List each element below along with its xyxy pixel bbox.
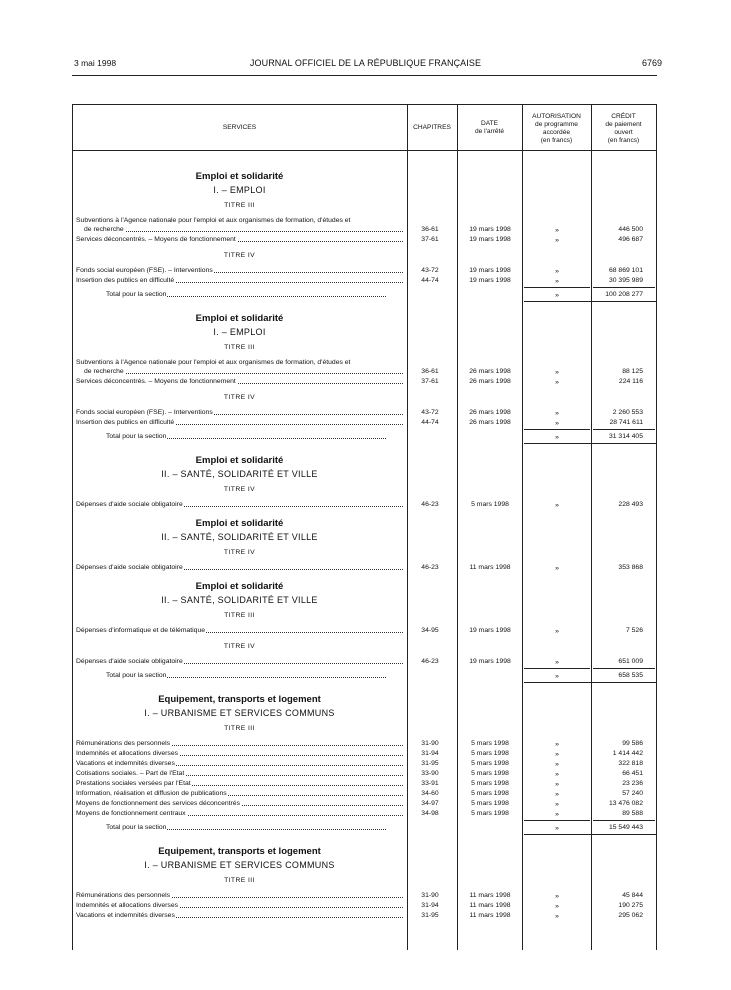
total-label-text: Total pour la section	[106, 291, 167, 298]
row-label-text: Vacations et indemnités diverses	[76, 760, 175, 767]
total-bottom-rule	[524, 834, 656, 835]
row-date: 19 mars 1998	[469, 658, 511, 665]
row-credit: 45 844	[622, 892, 643, 899]
row-credit: 99 586	[622, 740, 643, 747]
col-header-credit-line2: de paiement	[605, 121, 642, 128]
row-credit: 88 125	[622, 368, 643, 375]
row-chapitre: 31-95	[421, 760, 439, 767]
section-ministry-title: Emploi et solidarité	[195, 313, 284, 324]
section-ministry-title: Emploi et solidarité	[195, 581, 284, 592]
row-date: 26 mars 1998	[469, 378, 511, 385]
row-label-text: Rémunérations des personnels	[76, 740, 171, 747]
total-bottom-rule	[524, 443, 656, 444]
row-credit: 651 009	[618, 658, 643, 665]
section-subtitle: I. – URBANISME ET SERVICES COMMUNS	[144, 860, 335, 870]
row-credit: 190 275	[618, 902, 643, 909]
row-date: 19 mars 1998	[469, 627, 511, 634]
col-header-credit-line1: CRÉDIT	[611, 113, 636, 120]
row-label	[76, 901, 403, 910]
row-chapitre: 44-74	[421, 419, 439, 426]
col-header-credit-line4: (en francs)	[607, 137, 640, 144]
row-label	[76, 809, 403, 818]
total-autorisation: »	[555, 292, 559, 299]
row-autorisation: »	[555, 502, 559, 509]
row-label	[76, 739, 403, 748]
row-date: 5 mars 1998	[471, 790, 509, 797]
row-autorisation: »	[555, 893, 559, 900]
titre-heading: TITRE IV	[223, 486, 256, 493]
total-credit: 31 314 405	[608, 433, 643, 440]
row-label	[76, 769, 403, 778]
row-label	[76, 779, 403, 788]
row-credit: 1 414 442	[612, 750, 643, 757]
row-autorisation: »	[555, 771, 559, 778]
row-label	[76, 235, 403, 244]
row-label	[76, 418, 403, 427]
row-credit: 446 500	[618, 226, 643, 233]
header-rule	[72, 75, 657, 76]
row-chapitre: 37-61	[421, 378, 439, 385]
row-label-text: Insertion des publics en difficulté	[76, 277, 175, 284]
titre-heading: TITRE IV	[223, 252, 256, 259]
titre-heading: TITRE III	[224, 725, 255, 732]
col-header-credit-line3: ouvert	[614, 129, 633, 136]
section-ministry-title: Equipement, transports et logement	[158, 846, 321, 857]
header-date: 3 mai 1998	[74, 58, 117, 68]
col-header-services: SERVICES	[222, 124, 257, 131]
table-header-bottom-rule	[72, 150, 657, 151]
total-label-text: Total pour la section	[106, 672, 167, 679]
total-label	[106, 290, 386, 299]
row-chapitre: 31-94	[421, 750, 439, 757]
row-credit: 496 687	[618, 236, 643, 243]
titre-heading: TITRE III	[224, 202, 255, 209]
row-date: 5 mars 1998	[471, 800, 509, 807]
section-ministry-title: Emploi et solidarité	[195, 455, 284, 466]
row-chapitre: 31-90	[421, 892, 439, 899]
row-label	[76, 911, 403, 920]
row-credit: 68 869 101	[608, 267, 643, 274]
row-label	[76, 799, 403, 808]
row-autorisation: »	[555, 801, 559, 808]
row-credit: 30 395 989	[608, 277, 643, 284]
row-autorisation: »	[555, 781, 559, 788]
col-header-date	[457, 120, 522, 136]
row-chapitre: 44-74	[421, 277, 439, 284]
row-label	[76, 500, 403, 509]
row-label-line1: Subventions à l'Agence nationale pour l'emploi et aux organismes de formation, d'études et	[76, 217, 351, 224]
total-bottom-rule	[524, 682, 656, 683]
row-autorisation: »	[555, 268, 559, 275]
row-autorisation: »	[555, 565, 559, 572]
col-header-credit	[591, 113, 656, 145]
row-chapitre: 46-23	[421, 658, 439, 665]
row-label	[76, 759, 403, 768]
col-divider-chapitres	[457, 104, 458, 950]
row-autorisation: »	[555, 278, 559, 285]
leader-dots	[84, 372, 403, 374]
row-date: 19 mars 1998	[469, 236, 511, 243]
row-label	[76, 749, 403, 758]
row-label-text: Rémunérations des personnels	[76, 892, 171, 899]
row-chapitre: 31-94	[421, 902, 439, 909]
row-credit: 7 526	[625, 627, 643, 634]
col-header-chapitres: CHAPITRES	[413, 124, 451, 131]
row-credit: 57 240	[622, 790, 643, 797]
total-label	[106, 432, 386, 441]
row-chapitre: 31-95	[421, 912, 439, 919]
row-autorisation: »	[555, 237, 559, 244]
row-label-text: Dépenses d'aide sociale obligatoire	[76, 564, 183, 571]
row-label-text: Insertion des publics en difficulté	[76, 419, 175, 426]
section-subtitle: II. – SANTÉ, SOLIDARITÉ ET VILLE	[161, 469, 318, 479]
row-chapitre: 33-90	[421, 770, 439, 777]
titre-heading: TITRE III	[224, 612, 255, 619]
row-label-text: Dépenses d'informatique et de télématique	[76, 627, 206, 634]
row-credit: 228 493	[618, 501, 643, 508]
table-top-rule	[72, 104, 657, 105]
row-date: 19 mars 1998	[469, 267, 511, 274]
header-title: JOURNAL OFFICIEL DE LA RÉPUBLIQUE FRANÇAISE	[249, 58, 482, 68]
row-label-text: Fonds social européen (FSE). – Interventions	[76, 409, 213, 416]
titre-heading: TITRE IV	[223, 643, 256, 650]
row-label-text: Services déconcentrés. – Moyens de fonctionnement	[76, 236, 236, 243]
row-chapitre: 34-97	[421, 800, 439, 807]
row-label-text: Services déconcentrés. – Moyens de fonctionnement	[76, 378, 236, 385]
row-date: 5 mars 1998	[471, 770, 509, 777]
row-label-text: Dépenses d'aide sociale obligatoire	[76, 658, 183, 665]
table-right-border	[656, 104, 657, 950]
row-label-text: Prestations sociales versées par l'Etat	[76, 780, 191, 787]
row-autorisation: »	[555, 379, 559, 386]
row-credit: 23 236	[622, 780, 643, 787]
row-label-text: Indemnités et allocations diverses	[76, 902, 179, 909]
row-date: 5 mars 1998	[471, 740, 509, 747]
row-date: 26 mars 1998	[469, 368, 511, 375]
total-label-text: Total pour la section	[106, 824, 167, 831]
total-autorisation: »	[555, 825, 559, 832]
row-chapitre: 36-61	[421, 226, 439, 233]
row-autorisation: »	[555, 410, 559, 417]
row-autorisation: »	[555, 227, 559, 234]
row-chapitre: 36-61	[421, 368, 439, 375]
total-label-text: Total pour la section	[106, 433, 167, 440]
total-rule-autorisation	[524, 287, 590, 288]
section-ministry-title: Emploi et solidarité	[195, 171, 284, 182]
row-autorisation: »	[555, 913, 559, 920]
section-subtitle: II. – SANTÉ, SOLIDARITÉ ET VILLE	[161, 532, 318, 542]
row-label-text: de recherche	[84, 368, 124, 375]
row-label	[76, 563, 403, 572]
row-autorisation: »	[555, 751, 559, 758]
row-label	[76, 657, 403, 666]
row-credit: 353 868	[618, 564, 643, 571]
col-header-autorisation-line3: accordée	[542, 129, 571, 136]
row-chapitre: 31-90	[421, 740, 439, 747]
row-chapitre: 34-95	[421, 627, 439, 634]
row-autorisation: »	[555, 659, 559, 666]
col-header-autorisation-line1: AUTORISATION	[532, 113, 581, 120]
row-chapitre: 46-23	[421, 501, 439, 508]
row-autorisation: »	[555, 903, 559, 910]
row-date: 19 mars 1998	[469, 277, 511, 284]
row-label	[84, 367, 403, 376]
row-autorisation: »	[555, 791, 559, 798]
row-chapitre: 46-23	[421, 564, 439, 571]
total-label	[106, 823, 386, 832]
section-subtitle: II. – SANTÉ, SOLIDARITÉ ET VILLE	[161, 595, 318, 605]
page-number: 6769	[641, 58, 662, 68]
col-header-date-line1: DATE	[480, 120, 499, 127]
row-chapitre: 33-91	[421, 780, 439, 787]
row-date: 11 mars 1998	[469, 892, 511, 899]
col-divider-services	[407, 104, 408, 950]
row-date: 5 mars 1998	[471, 760, 509, 767]
row-date: 19 mars 1998	[469, 226, 511, 233]
titre-heading: TITRE III	[224, 877, 255, 884]
row-credit: 89 588	[622, 810, 643, 817]
row-date: 11 mars 1998	[469, 564, 511, 571]
row-label	[76, 276, 403, 285]
row-autorisation: »	[555, 628, 559, 635]
row-label	[76, 789, 403, 798]
row-label-text: Cotisations sociales. – Part de l'Etat	[76, 770, 185, 777]
row-chapitre: 34-60	[421, 790, 439, 797]
total-credit: 100 208 277	[605, 291, 643, 298]
titre-heading: TITRE IV	[223, 394, 256, 401]
total-rule-autorisation	[524, 668, 590, 669]
row-credit: 28 741 611	[609, 419, 643, 426]
row-chapitre: 43-72	[421, 409, 439, 416]
row-label	[76, 626, 403, 635]
col-header-autorisation-line2: de programme	[535, 121, 578, 128]
col-header-autorisation	[522, 113, 591, 145]
col-header-autorisation-line4: (en francs)	[540, 137, 573, 144]
leader-dots	[84, 230, 403, 232]
total-bottom-rule	[524, 301, 656, 302]
titre-heading: TITRE IV	[223, 549, 256, 556]
section-subtitle: I. – EMPLOI	[213, 185, 266, 195]
row-label-text: Fonds social européen (FSE). – Interventions	[76, 267, 213, 274]
total-autorisation: »	[555, 434, 559, 441]
row-date: 5 mars 1998	[471, 780, 509, 787]
row-label	[76, 377, 403, 386]
total-autorisation: »	[555, 673, 559, 680]
row-label-text: Vacations et indemnités diverses	[76, 912, 175, 919]
row-chapitre: 34-98	[421, 810, 439, 817]
row-label-text: Indemnités et allocations diverses	[76, 750, 179, 757]
row-label	[76, 891, 403, 900]
total-label	[106, 671, 386, 680]
row-label-text: Information, réalisation et diffusion de publications	[76, 790, 227, 797]
col-header-date-line2: de l'arrêté	[474, 128, 505, 135]
total-rule-credit	[593, 668, 655, 669]
row-label-text: Moyens de fonctionnement centraux	[76, 810, 186, 817]
row-label-line1: Subventions à l'Agence nationale pour l'emploi et aux organismes de formation, d'études et	[76, 359, 351, 366]
total-rule-credit	[593, 429, 655, 430]
row-autorisation: »	[555, 369, 559, 376]
row-autorisation: »	[555, 761, 559, 768]
section-subtitle: I. – EMPLOI	[213, 327, 266, 337]
total-credit: 658 535	[618, 672, 643, 679]
total-rule-autorisation	[524, 429, 590, 430]
row-autorisation: »	[555, 420, 559, 427]
row-label	[76, 266, 403, 275]
row-date: 11 mars 1998	[469, 902, 511, 909]
total-rule-autorisation	[524, 820, 590, 821]
section-subtitle: I. – URBANISME ET SERVICES COMMUNS	[144, 708, 335, 718]
col-divider-date	[522, 104, 523, 950]
row-credit: 224 116	[618, 378, 643, 385]
row-credit: 13 476 082	[608, 800, 643, 807]
row-date: 5 mars 1998	[471, 810, 509, 817]
row-credit: 322 818	[618, 760, 643, 767]
total-rule-credit	[593, 820, 655, 821]
row-credit: 66 451	[622, 770, 643, 777]
row-credit: 295 062	[618, 912, 643, 919]
row-label	[84, 225, 403, 234]
section-ministry-title: Emploi et solidarité	[195, 518, 284, 529]
row-label-text: Moyens de fonctionnement des services déconcentrés	[76, 800, 240, 807]
row-credit: 2 260 553	[612, 409, 643, 416]
row-autorisation: »	[555, 811, 559, 818]
total-rule-credit	[593, 287, 655, 288]
row-chapitre: 37-61	[421, 236, 439, 243]
titre-heading: TITRE III	[224, 344, 255, 351]
row-label	[76, 408, 403, 417]
total-credit: 15 549 443	[608, 824, 643, 831]
row-label-text: Dépenses d'aide sociale obligatoire	[76, 501, 183, 508]
section-ministry-title: Equipement, transports et logement	[158, 694, 321, 705]
row-date: 5 mars 1998	[471, 501, 509, 508]
row-date: 11 mars 1998	[469, 912, 511, 919]
row-label-text: de recherche	[84, 226, 124, 233]
row-autorisation: »	[555, 741, 559, 748]
row-date: 26 mars 1998	[469, 409, 511, 416]
row-date: 5 mars 1998	[471, 750, 509, 757]
row-date: 26 mars 1998	[469, 419, 511, 426]
row-chapitre: 43-72	[421, 267, 439, 274]
